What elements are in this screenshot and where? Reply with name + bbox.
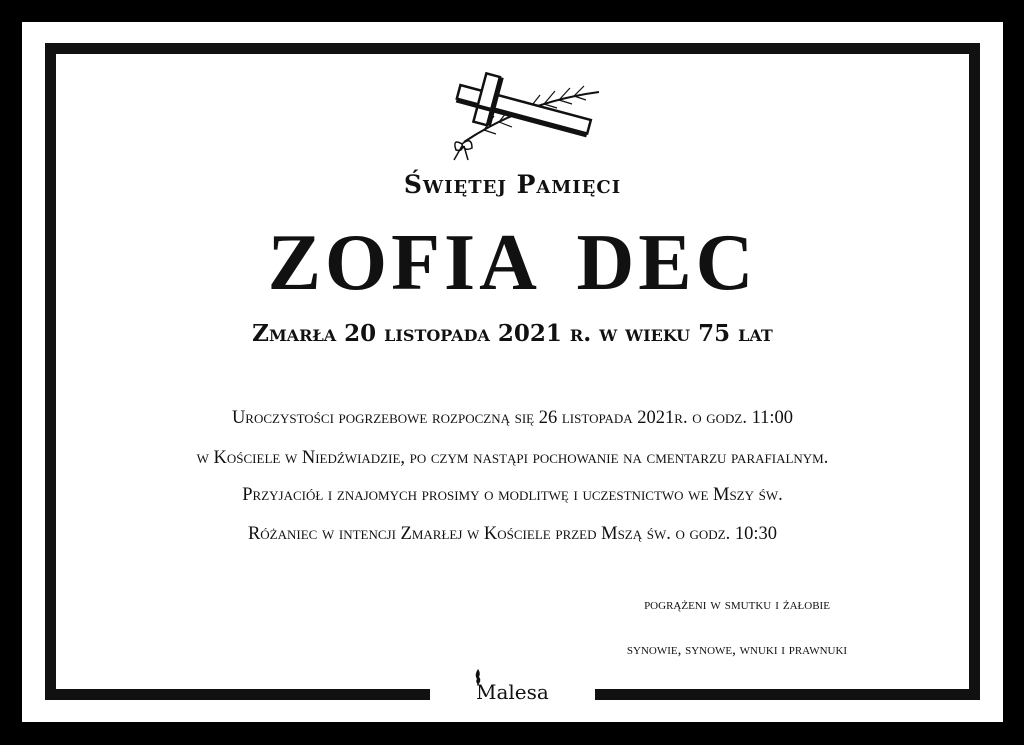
funeral-info-line: Uroczystości pogrzebowe rozpoczną się 26 listopada 2021r. o godz. 11:00 [231, 408, 794, 428]
heading: Świętej Pamięci [403, 170, 622, 199]
mourners-list: synowie, synowe, wnuki i prawnuki [626, 642, 848, 658]
deceased-name: ZOFIA DEC [267, 219, 758, 307]
obituary-sheet [22, 22, 1003, 722]
mourners-intro: pogrążeni w smutku i żałobie [644, 596, 830, 613]
frame-top [45, 43, 980, 54]
frame-bottom-left [45, 689, 430, 700]
funeral-info-line: w Kościele w Niedźwiadzie, po czym nastąpi pochowanie na cmentarzu parafialnym. [196, 448, 829, 468]
logo-text: Malesa [476, 680, 549, 704]
malesa-logo [468, 668, 558, 712]
cross-with-palm-icon [424, 72, 604, 162]
funeral-info-line: Różaniec w intencji Zmarłej w Kościele przed Mszą św. o godz. 10:30 [247, 524, 778, 544]
frame-left [45, 43, 56, 700]
frame-bottom-right [595, 689, 980, 700]
death-info: Zmarła 20 listopada 2021 r. w wieku 75 lat [252, 320, 773, 347]
frame-right [969, 43, 980, 700]
funeral-info-line: Przyjaciół i znajomych prosimy o modlitwę i uczestnictwo we Mszy św. [242, 485, 783, 505]
